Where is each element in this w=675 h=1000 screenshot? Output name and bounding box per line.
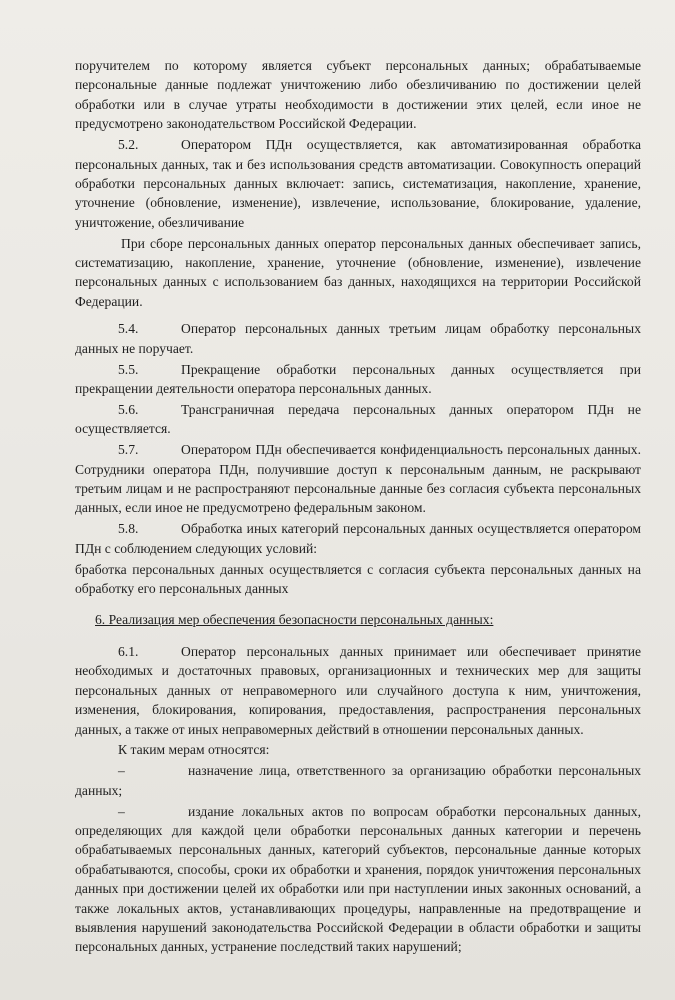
section-5-6	[75, 400, 641, 439]
section-number: 5.7.	[118, 442, 139, 458]
section-5-5	[75, 360, 641, 399]
dash-marker: –	[118, 803, 125, 819]
section-text: Оператором ПДн обеспечивается конфиденциальность персональных данных. Сотрудники оператора ПДн, получившие доступ к персональным данным, не раскрывают третьим лицам и не распространяют персональные данные без согласия субъекта персональных данных, если иное не предусмотрено федеральным законом.	[75, 442, 641, 516]
list-item-text: назначение лица, ответственного за организацию обработки персональных данных;	[75, 763, 641, 798]
section-text: Прекращение обработки персональных данных осуществляется при прекращении деятельности оператора персональных данных.	[75, 361, 641, 396]
section-6-1	[75, 642, 641, 739]
section-number: 5.5.	[118, 361, 139, 377]
dash-marker: –	[118, 763, 125, 779]
section-text: Обработка иных категорий персональных данных осуществляется оператором ПДн с соблюдением следующих условий:	[75, 521, 641, 556]
list-item-text: издание локальных актов по вопросам обработки персональных данных, определяющих для каждой цели обработки персональных данных категории и перечень обрабатываемых персональных данных, категорий субъектов, персональные данные которых обрабатываются, способы, сроки их обработки и хранения, порядок уничтожения персональных данных при достижении целей их обработки или при наступлении иных законных оснований, а также локальных актов, устанавливающих процедуры, направленные на предотвращение и выявления нарушений законодательства Российской Федерации в области обработки и защиты персональных данных, устранение последствий таких нарушений;	[75, 803, 641, 955]
document-body	[75, 56, 641, 957]
section-5-7	[75, 440, 641, 518]
section-5-2	[75, 135, 641, 232]
list-item	[75, 802, 641, 957]
section-number: 5.8.	[118, 521, 139, 537]
paragraph-intro: поручителем по которому является субъект персональных данных; обрабатываемые персональные данные подлежат уничтожению либо обезличиванию по достижении целей обработки или в случае утраты необходимости в достижении этих целей, если иное не предусмотрено законодательством Российской Федерации.	[75, 58, 641, 132]
section-text: Оператором ПДн осуществляется, как автоматизированная обработка персональных данных, так и без использования средств автоматизации. Совокупность операций обработки персональных данных включает: запись, систематизация, накопление, хранение, уточнение (обновление, изменение), извлечение, использование, блокирование, удаление, уничтожение, обезличивание	[75, 137, 641, 230]
paragraph-measures: К таким мерам относятся:	[118, 742, 270, 758]
section-text: Трансграничная передача персональных данных оператором ПДн не осуществляется.	[75, 401, 641, 437]
section-number: 5.4.	[118, 321, 139, 337]
section-text: Оператор персональных данных третьим лицам обработку персональных данных не поручает.	[75, 321, 641, 356]
section-5-8	[75, 519, 641, 558]
list-item	[75, 761, 641, 800]
section-number: 6.1.	[118, 643, 139, 659]
section-number: 5.6.	[118, 401, 139, 417]
paragraph-collect: При сборе персональных данных оператор персональных данных обеспечивает запись, систематизацию, накопление, хранение, уточнение (обновление, изменение), извлечение персональных данных с использованием баз данных, находящихся на территории Российской Федерации.	[75, 235, 641, 309]
section-6-heading: 6. Реализация мер обеспечения безопасности персональных данных:	[95, 612, 494, 628]
section-number: 5.2.	[118, 137, 139, 153]
paragraph-consent: бработка персональных данных осуществляется с согласия субъекта персональных данных на обработку его персональных данных	[75, 561, 641, 597]
section-text: Оператор персональных данных принимает или обеспечивает принятие необходимых и достаточных правовых, организационных и технических мер для защиты персональных данных от неправомерного или случайного доступа к ним, уничтожения, изменения, блокирования, копирования, предоставления, распространения персональных данных, а также от иных неправомерных действий в отношении персональных данных.	[75, 643, 641, 737]
section-5-4	[75, 319, 641, 358]
